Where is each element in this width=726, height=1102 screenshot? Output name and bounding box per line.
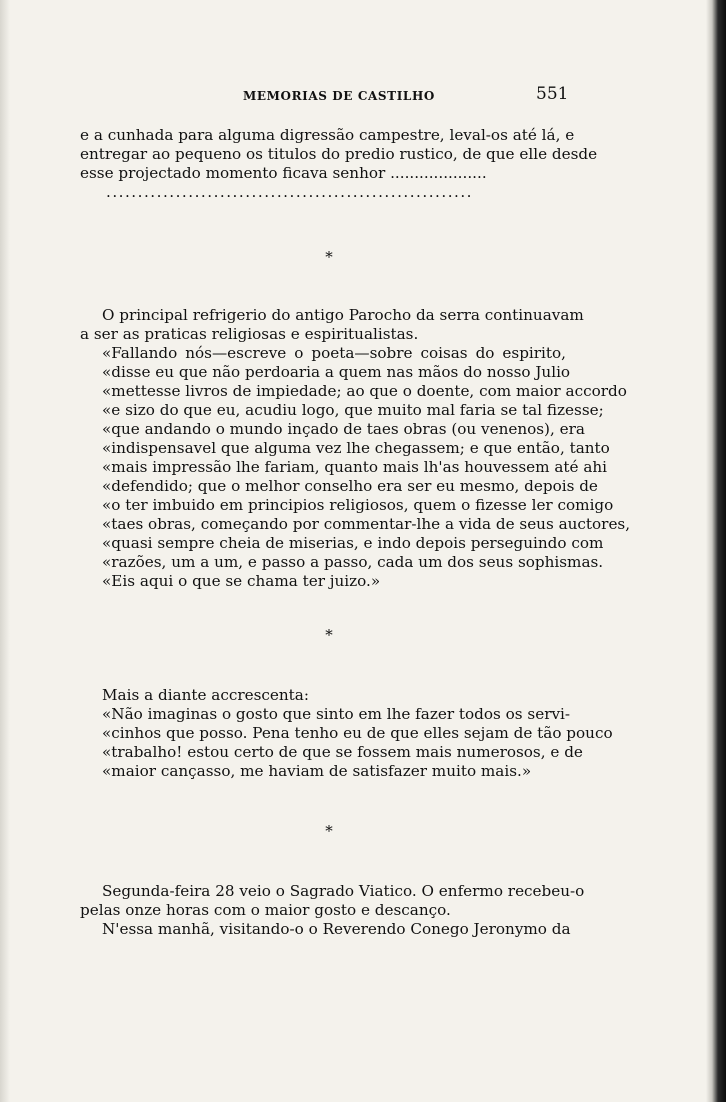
ellipsis-line: ..........................................................	[106, 183, 474, 201]
text-line: esse projectado momento ficava senhor ....................	[80, 164, 487, 182]
text-line: e a cunhada para alguma digressão campestre, leval-os até lá, e	[80, 126, 575, 144]
text-line: «que andando o mundo inçado de taes obras (ou venenos), era	[102, 420, 585, 438]
text-line: Mais a diante accrescenta:	[102, 686, 309, 704]
text-line: N'essa manhã, visitando-o o Reverendo Conego Jeronymo da	[102, 920, 571, 938]
page-right-edge	[706, 0, 726, 1102]
text-line: «e sizo do que eu, acudiu logo, que muito mal faria se tal fizesse;	[102, 401, 604, 419]
text-line: a ser as praticas religiosas e espiritualistas.	[80, 325, 419, 343]
text-line: «o ter imbuido em principios religiosos, quem o fizesse ler comigo	[102, 496, 614, 514]
text-line: pelas onze horas com o maior gosto e descanço.	[80, 901, 451, 919]
text-line: «Eis aqui o que se chama ter juizo.»	[102, 572, 381, 590]
text-line: «quasi sempre cheia de miserias, e indo depois perseguindo com	[102, 534, 604, 552]
text-line: «indispensavel que alguma vez lhe chegassem; e que então, tanto	[102, 439, 610, 457]
page-number: 551	[536, 84, 569, 104]
paragraph-religious-practices	[80, 306, 631, 591]
text-line: «Fallando nós—escreve o poeta—sobre coisas do espirito,	[102, 344, 566, 362]
paragraph-accrescenta	[80, 686, 613, 781]
text-line: entregar ao pequeno os titulos do predio rustico, de que elle desde	[80, 145, 598, 163]
paragraph-continuation	[80, 126, 598, 202]
text-line: «trabalho! estou certo de que se fossem mais numerosos, e de	[102, 743, 583, 761]
text-line: O principal refrigerio do antigo Parocho da serra continuavam	[102, 306, 584, 324]
section-separator-asterisk: *	[325, 248, 333, 266]
text-line: «disse eu que não perdoaria a quem nas mãos do nosso Julio	[102, 363, 571, 381]
text-line: «razões, um a um, e passo a passo, cada um dos seus sophismas.	[102, 553, 604, 571]
text-line: «defendido; que o melhor conselho era ser eu mesmo, depois de	[102, 477, 598, 495]
text-line: «mettesse livros de impiedade; ao que o doente, com maior accordo	[102, 382, 627, 400]
text-line: Segunda-feira 28 veio o Sagrado Viatico. O enfermo recebeu-o	[102, 882, 585, 900]
text-line: «cinhos que posso. Pena tenho eu de que elles sejam de tão pouco	[102, 724, 613, 742]
page-left-shadow	[0, 0, 10, 1102]
text-line: «maior cançasso, me haviam de satisfazer muito mais.»	[102, 762, 532, 780]
text-line: «taes obras, começando por commentar-lhe a vida de seus auctores,	[102, 515, 631, 533]
text-line: «mais impressão lhe fariam, quanto mais lh'as houvessem até ahi	[102, 458, 608, 476]
page-header	[0, 84, 726, 108]
paragraph-viatico	[80, 882, 585, 939]
section-separator-asterisk: *	[325, 822, 333, 840]
text-line: «Não imaginas o gosto que sinto em lhe fazer todos os servi-	[102, 705, 571, 723]
running-title: MEMORIAS DE CASTILHO	[243, 89, 435, 103]
section-separator-asterisk: *	[325, 626, 333, 644]
